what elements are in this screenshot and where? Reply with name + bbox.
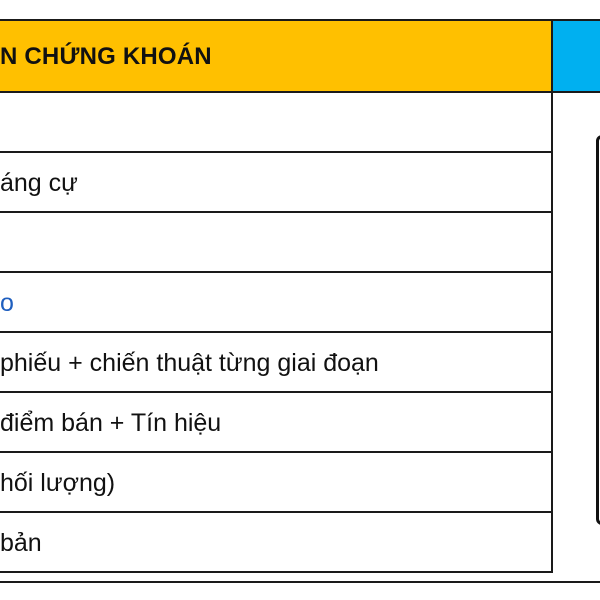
row-text: điểm bán + Tín hiệu (0, 409, 222, 437)
table-row[interactable] (0, 393, 553, 453)
row-text: áng cự (0, 169, 78, 197)
row-text: bản (0, 529, 42, 557)
phone-icon (596, 135, 600, 525)
side-header-cell (553, 19, 600, 93)
side-column (553, 93, 600, 583)
table-row[interactable] (0, 93, 553, 153)
header-title: N CHỨNG KHOÁN (0, 43, 212, 70)
table-row[interactable] (0, 513, 553, 573)
table-header (0, 19, 553, 93)
table-bottom-border (0, 581, 600, 583)
row-text: phiếu + chiến thuật từng giai đoạn (0, 349, 379, 377)
table-row[interactable] (0, 213, 553, 273)
table-row[interactable] (0, 453, 553, 513)
row-text: hối lượng) (0, 469, 116, 497)
table-row[interactable] (0, 153, 553, 213)
row-text: o (0, 289, 14, 317)
table-row[interactable] (0, 273, 553, 333)
table-body (0, 93, 553, 573)
table-row[interactable] (0, 333, 553, 393)
